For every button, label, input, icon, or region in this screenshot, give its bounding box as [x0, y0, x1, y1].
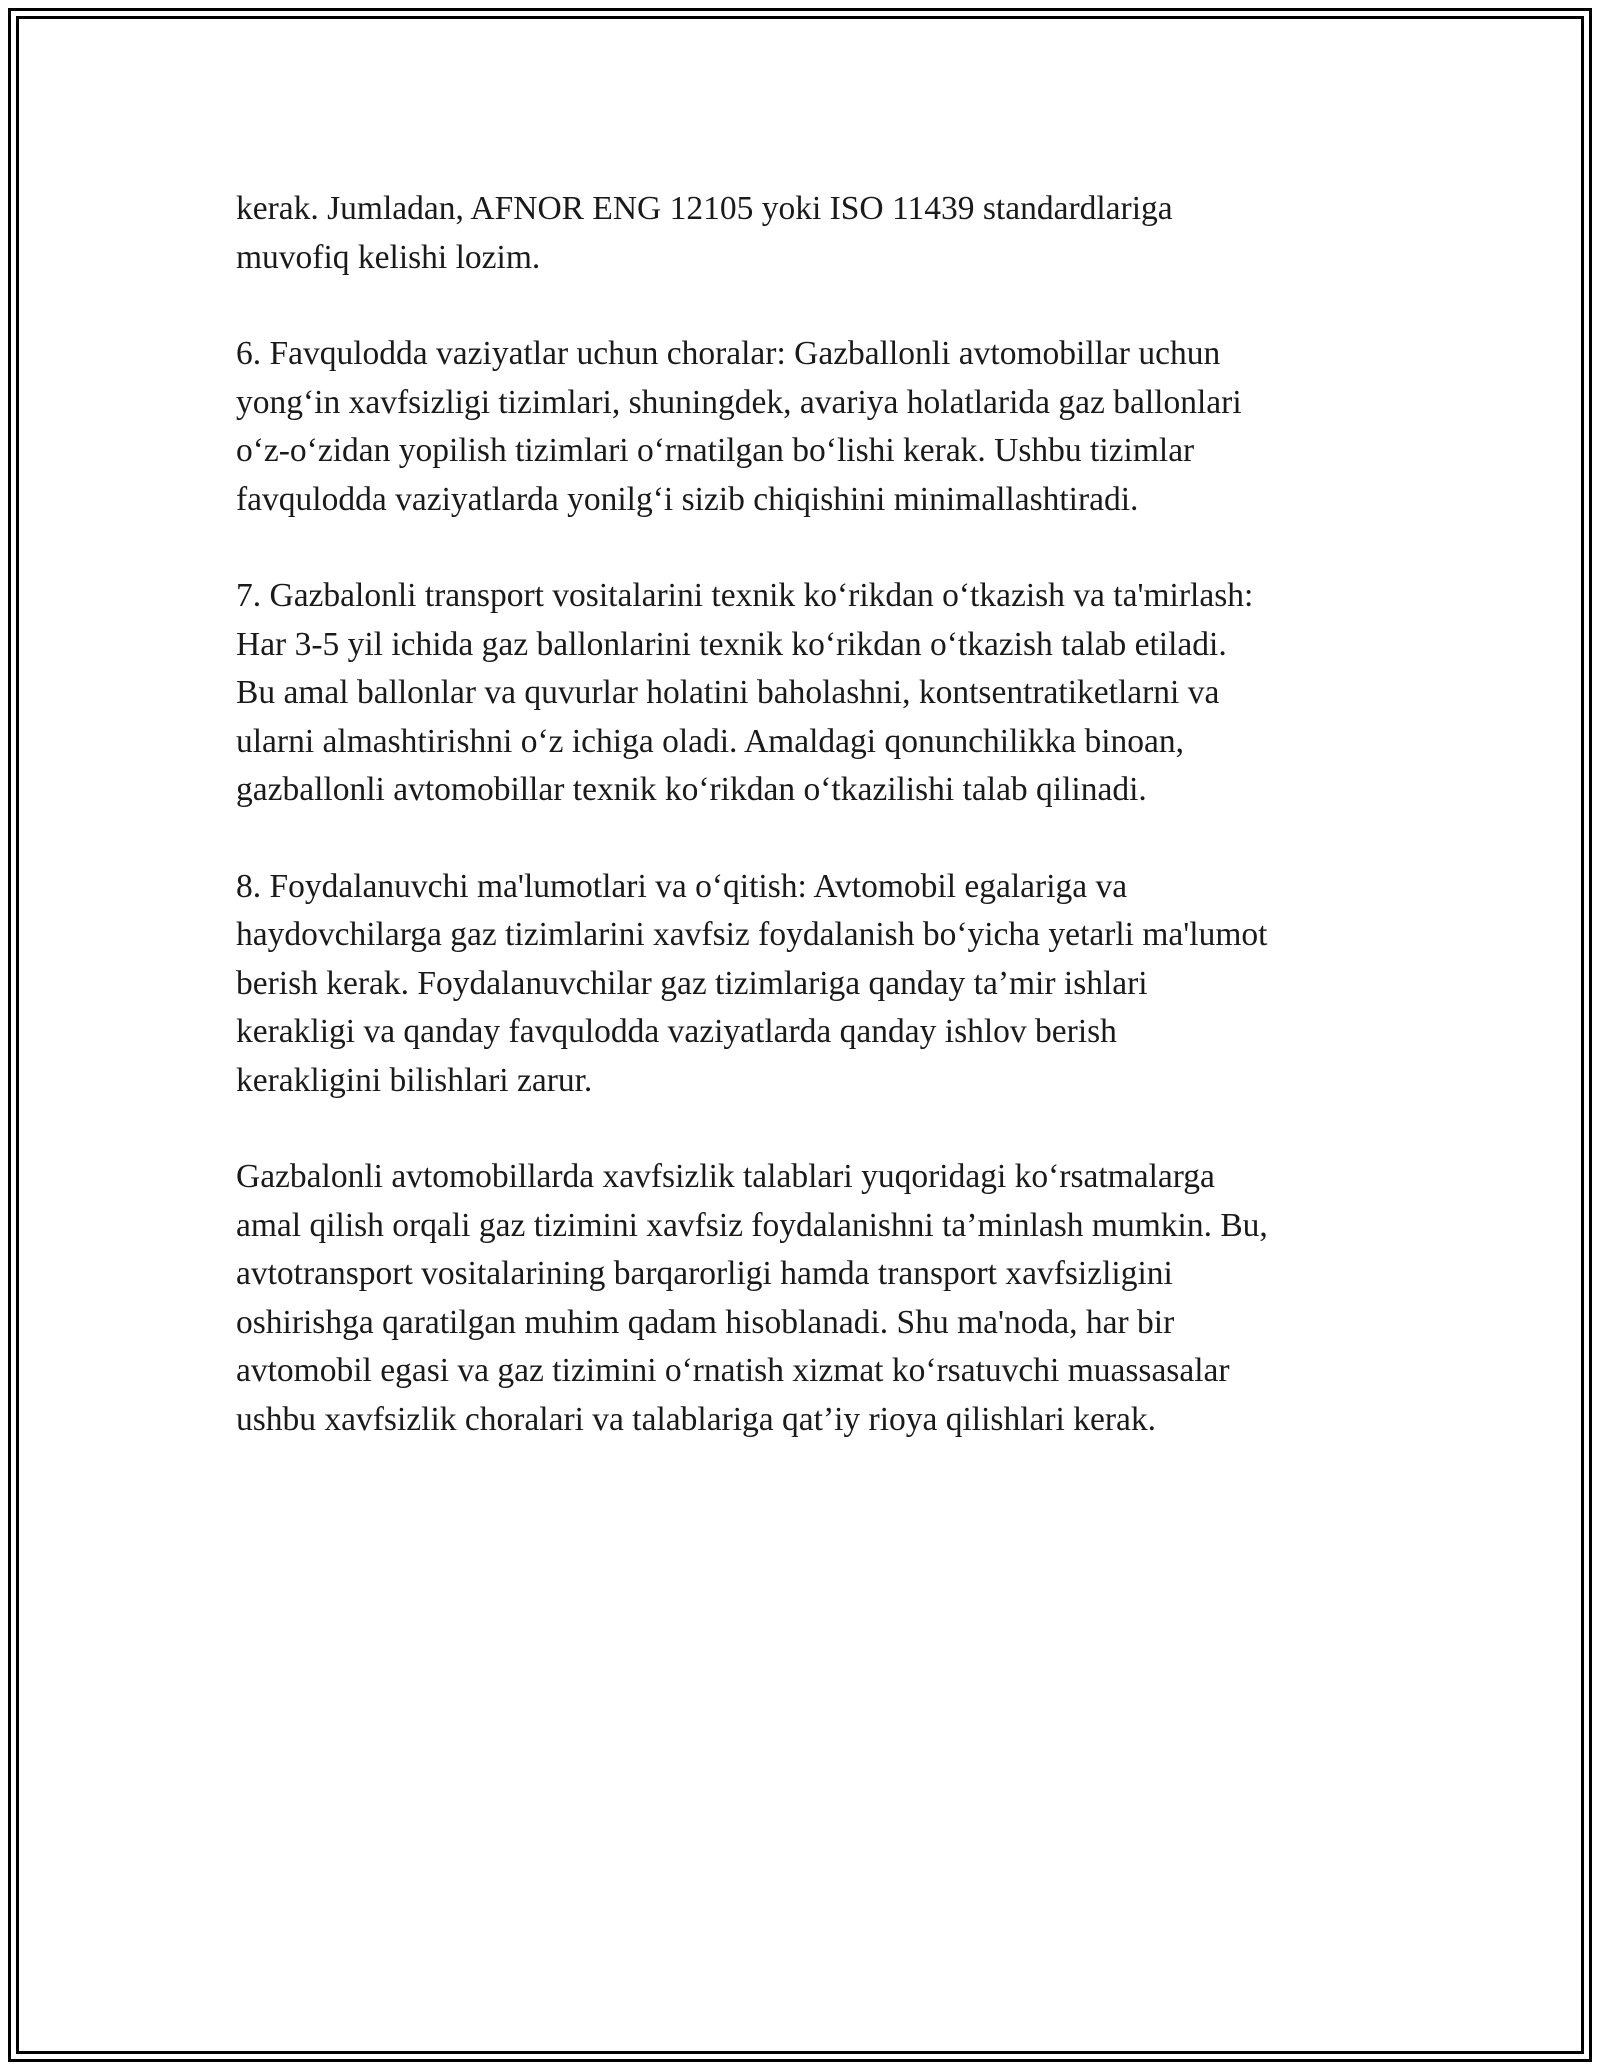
document-body — [236, 185, 1376, 1492]
text-line: berish kerak. Foydalanuvchilar gaz tizimlariga qanday ta’mir ishlari — [236, 964, 1148, 1002]
text-line: 7. Gazbalonli transport vositalarini texnik ko‘rikdan o‘tkazish va ta'mirlash: — [236, 577, 1254, 614]
text-line: Bu amal ballonlar va quvurlar holatini baholashni, kontsentratiketlarni va — [236, 674, 1220, 711]
text-line: Gazbalonli avtomobillarda xavfsizlik talablari yuqoridagi ko‘rsatmalarga — [236, 1158, 1215, 1195]
text-line: favqulodda vaziyatlarda yonilg‘i sizib chiqishini minimallashtiradi. — [236, 480, 1139, 518]
text-line: ularni almashtirishni o‘z ichiga oladi. Amaldagi qonunchilikka binoan, — [236, 722, 1185, 760]
text-line: ushbu xavfsizlik choralari va talablariga qat’iy rioya qilishlari kerak. — [236, 1400, 1156, 1438]
text-line: haydovchilarga gaz tizimlarini xavfsiz foydalanish bo‘yicha yetarli ma'lumot — [236, 916, 1268, 953]
text-line: Har 3-5 yil ichida gaz ballonlarini texnik ko‘rikdan o‘tkazish talab etiladi. — [236, 625, 1227, 663]
text-line: avtomobil egasi va gaz tizimini o‘rnatish xizmat ko‘rsatuvchi muassasalar — [236, 1352, 1230, 1389]
text-line: amal qilish orqali gaz tizimini xavfsiz foydalanishni ta’minlash mumkin. Bu, — [236, 1206, 1268, 1244]
text-line: kerakligini bilishlari zarur. — [236, 1061, 593, 1099]
paragraph-inspection-repair — [236, 572, 1376, 815]
paragraph-emergency-measures — [236, 330, 1376, 524]
text-line: muvofiq kelishi lozim. — [236, 238, 541, 276]
text-line: yong‘in xavfsizligi tizimlari, shuningdek, avariya holatlarida gaz ballonlari — [236, 383, 1242, 421]
paragraph-standards-continuation — [236, 185, 1376, 282]
text-line: o‘z-o‘zidan yopilish tizimlari o‘rnatilgan bo‘lishi kerak. Ushbu tizimlar — [236, 432, 1195, 469]
text-line: 8. Foydalanuvchi ma'lumotlari va o‘qitish: Avtomobil egalariga va — [236, 867, 1128, 905]
text-line: kerakligi va qanday favqulodda vaziyatlarda qanday ishlov berish — [236, 1013, 1117, 1050]
text-line: gazballonli avtomobillar texnik ko‘rikdan o‘tkazilishi talab qilinadi. — [236, 771, 1147, 808]
text-line: 6. Favqulodda vaziyatlar uchun choralar: Gazballonli avtomobillar uchun — [236, 335, 1221, 372]
paragraph-user-training — [236, 863, 1376, 1106]
text-line: oshirishga qaratilgan muhim qadam hisoblanadi. Shu ma'noda, har bir — [236, 1303, 1175, 1341]
paragraph-conclusion — [236, 1153, 1376, 1444]
text-line: kerak. Jumladan, AFNOR ENG 12105 yoki ISO 11439 standardlariga — [236, 190, 1173, 227]
text-line: avtotransport vositalarining barqarorligi hamda transport xavfsizligini — [236, 1255, 1173, 1292]
